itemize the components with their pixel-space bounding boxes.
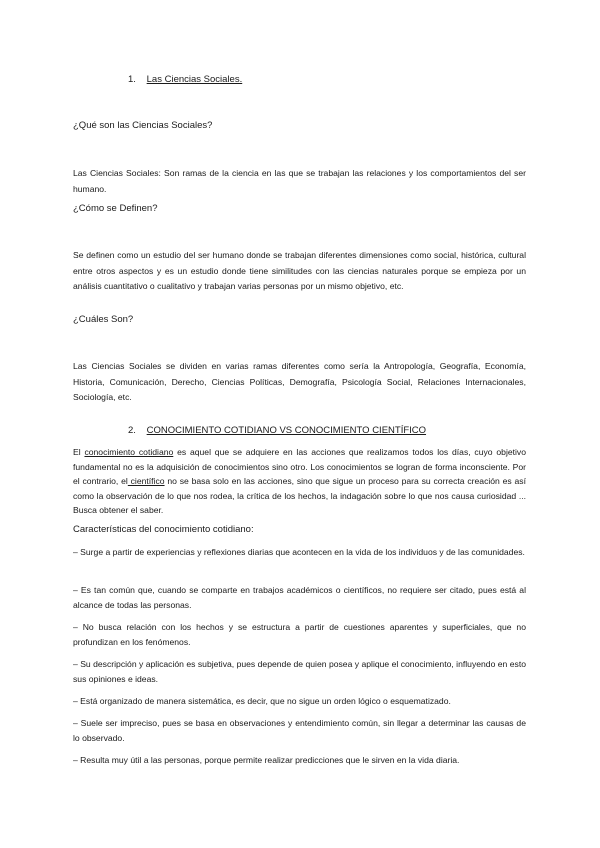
characteristic-item: – Su descripción y aplicación es subjetiva, pues depende de quien posea y aplique el conocimiento, influyendo en esto sus opiniones e ideas. <box>73 659 526 684</box>
characteristic-item: – No busca relación con los hechos y se estructura a partir de cuestiones aparentes y superficiales, que no profundizan en los fenómenos. <box>73 622 526 647</box>
question-what-are: ¿Qué son las Ciencias Sociales? <box>73 120 213 131</box>
intro-paragraph <box>73 445 526 518</box>
characteristic-item: – Es tan común que, cuando se comparte en trabajos académicos o científicos, no requiere ser citado, pues está al alcance de todas las personas. <box>73 585 526 610</box>
term-conocimiento-cotidiano: conocimiento cotidiano <box>84 447 174 457</box>
characteristics-title: Características del conocimiento cotidiano: <box>73 524 254 535</box>
intro-text-1: El <box>73 447 85 457</box>
section-1-number: 1. <box>128 74 136 85</box>
question-which-are: ¿Cuáles Son? <box>73 314 134 325</box>
characteristic-item: – Suele ser impreciso, pues se basa en observaciones y entendimiento común, sin llegar a determinar las causas de lo observado. <box>73 718 526 743</box>
characteristic-item: – Resulta muy útil a las personas, porque permite realizar predicciones que le sirven en la vida diaria. <box>73 755 460 765</box>
section-1-title: Las Ciencias Sociales. <box>146 74 243 85</box>
section-2-number: 2. <box>128 425 136 436</box>
section-2-heading <box>128 425 426 436</box>
intro-text-2: es aquel que se adquiere en las acciones que realizamos todos los días, cuyo objetivo fundamental no es la adquisición de conocimientos sino otro. Los conocimientos se logran de forma inconsciente. Por el contrario, el <box>73 447 527 487</box>
characteristic-item: – Está organizado de manera sistemática, es decir, que no sigue un orden lógico o esquematizado. <box>73 696 451 706</box>
term-cientifico: científico <box>127 476 165 487</box>
answer-what-are: Las Ciencias Sociales: Son ramas de la ciencia en las que se trabajan las relaciones y los comportamientos del ser humano. <box>73 168 526 194</box>
answer-how-defined: Se definen como un estudio del ser humano donde se trabajan diferentes dimensiones como social, histórica, cultural entre otros aspectos y es un estudio donde tiene similitudes con las ciencias naturales porque se empieza por un análisis cuantitativo o cualitativo y trabajan varias personas por un mismo objetivo, etc. <box>73 250 526 292</box>
section-1-heading <box>128 74 242 85</box>
question-how-defined: ¿Cómo se Definen? <box>73 203 158 214</box>
intro-text-3: no se basa solo en las acciones, sino que sigue un proceso para su correcta creación es así como la observación de lo que nos rodea, la crítica de los hechos, la indagación sobre lo que nos causa curiosidad ... Busca obtener el saber. <box>73 476 526 516</box>
characteristic-item: – Surge a partir de experiencias y reflexiones diarias que acontecen en la vida de los individuos y de las comunidades. <box>73 547 525 557</box>
answer-which-are: Las Ciencias Sociales se dividen en varias ramas diferentes como sería la Antropología, Geografía, Economía, Historia, Comunicación, Derecho, Ciencias Políticas, Demografía, Psicología Social, Relaciones Internacionales, Sociología, etc. <box>73 361 526 403</box>
section-2-title: CONOCIMIENTO COTIDIANO VS CONOCIMIENTO CIENTÍFICO <box>146 425 427 436</box>
